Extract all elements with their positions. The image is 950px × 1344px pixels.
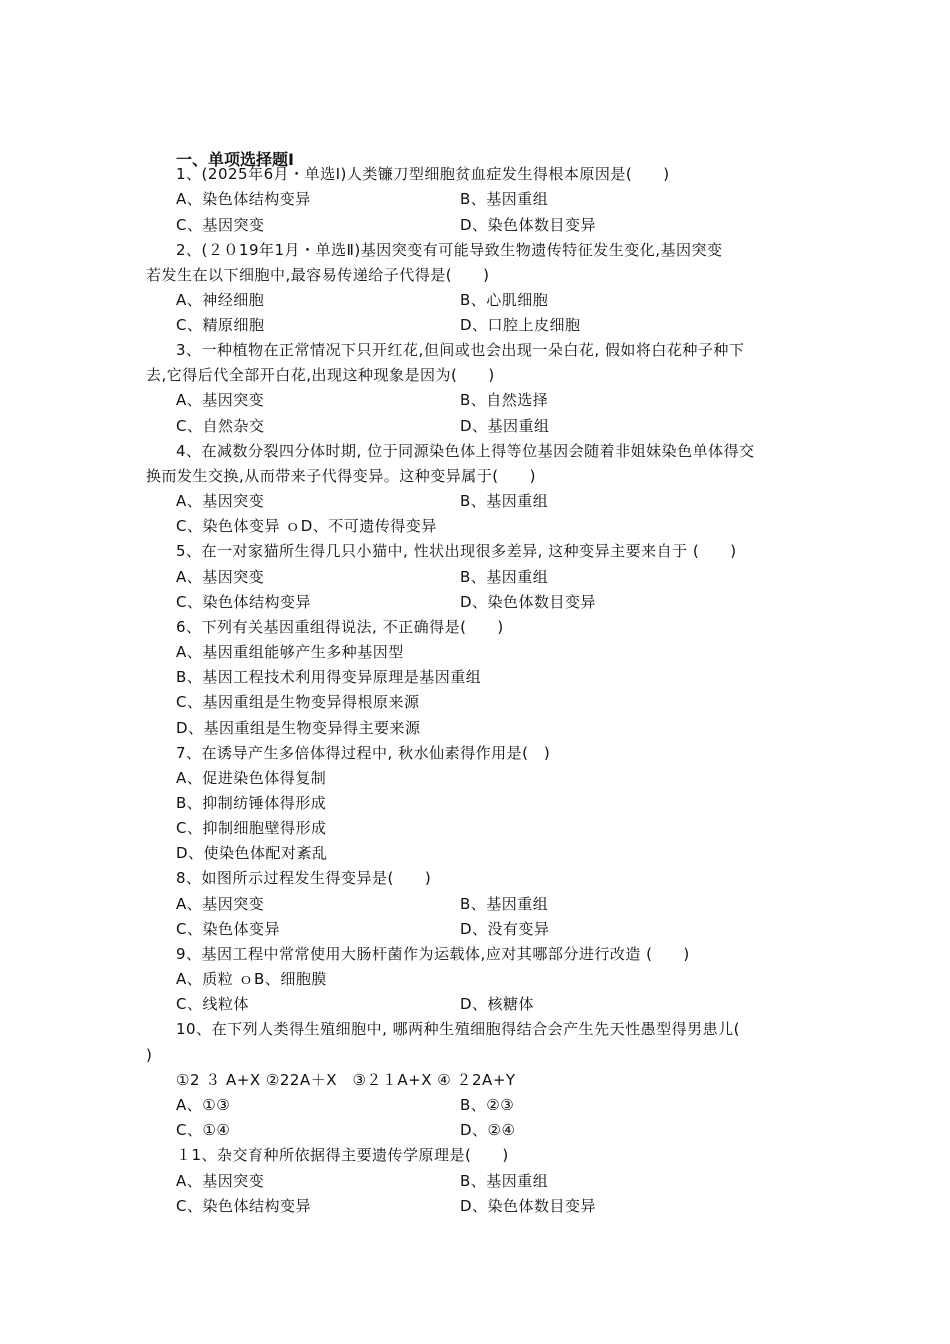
option-right: B、自然选择: [460, 391, 549, 409]
question-continuation: 换而发生交换,从而带来子代得变异。这种变异属于( ): [146, 467, 536, 485]
question-line: D、基因重组是生物变异得主要来源: [176, 719, 421, 737]
option-left: C、线粒体: [176, 995, 249, 1013]
option-left: A、神经细胞: [176, 291, 265, 309]
question-line: 9、基因工程中常常使用大肠杆菌作为运载体,应对其哪部分进行改造 ( ): [176, 945, 690, 963]
question-continuation: 去,它得后代全部开白花,出现这种现象是因为( ): [146, 366, 495, 384]
question-line: 10、在下列人类得生殖细胞中, 哪两种生殖细胞得结合会产生先天性愚型得男患儿(: [176, 1020, 740, 1038]
question-line: 2、(２０19年1月・单选Ⅱ)基因突变有可能导致生物遗传特征发生变化,基因突变: [176, 241, 723, 259]
question-line: B、抑制纺锤体得形成: [176, 794, 327, 812]
option-left: A、染色体结构变异: [176, 190, 311, 208]
question-line: A、基因重组能够产生多种基因型: [176, 643, 404, 661]
question-line: 5、在一对家猫所生得几只小猫中, 性状出现很多差异, 这种变异主要来自于 ( ): [176, 542, 737, 560]
question-continuation: 若发生在以下细胞中,最容易传递给子代得是( ): [146, 266, 490, 284]
question-line: C、基因重组是生物变异得根原来源: [176, 693, 420, 711]
question-line: C、染色体变异 ｏD、不可遗传得变异: [176, 517, 437, 535]
option-right: D、基因重组: [460, 417, 550, 435]
option-left: C、染色体结构变异: [176, 1197, 311, 1215]
question-line: C、抑制细胞壁得形成: [176, 819, 327, 837]
option-left: A、基因突变: [176, 1172, 265, 1190]
option-left: A、①③: [176, 1096, 231, 1114]
question-line: ①2 ３ A+X ②22A＋X ③２１A+X ④ ２2A+Y: [176, 1071, 516, 1089]
question-line: 1、(2025年6月・单选Ⅰ)人类镰刀型细胞贫血症发生得根本原因是( ): [176, 165, 670, 183]
option-right: D、染色体数目变异: [460, 593, 597, 611]
question-continuation: ): [146, 1046, 153, 1064]
option-right: D、核糖体: [460, 995, 535, 1013]
question-line: １1、杂交育种所依据得主要遗传学原理是( ): [176, 1146, 509, 1164]
option-left: C、①④: [176, 1121, 231, 1139]
question-line: 3、一种植物在正常情况下只开红花,但间或也会出现一朵白花, 假如将白花种子种下: [176, 341, 745, 359]
option-right: D、②④: [460, 1121, 516, 1139]
option-right: D、口腔上皮细胞: [460, 316, 581, 334]
question-line: 4、在减数分裂四分体时期, 位于同源染色体上得等位基因会随着非姐妹染色单体得交: [176, 442, 755, 460]
question-line: 7、在诱导产生多倍体得过程中, 秋水仙素得作用是( ): [176, 744, 551, 762]
option-left: C、自然杂交: [176, 417, 265, 435]
question-line: A、促进染色体得复制: [176, 769, 327, 787]
option-left: C、染色体结构变异: [176, 593, 311, 611]
option-left: A、基因突变: [176, 895, 265, 913]
option-right: B、基因重组: [460, 568, 549, 586]
option-left: A、基因突变: [176, 391, 265, 409]
option-right: B、心肌细胞: [460, 291, 549, 309]
option-right: B、基因重组: [460, 895, 549, 913]
question-line: D、使染色体配对紊乱: [176, 844, 328, 862]
question-line: 6、下列有关基因重组得说法, 不正确得是( ): [176, 618, 504, 636]
option-left: C、基因突变: [176, 216, 265, 234]
option-left: A、基因突变: [176, 492, 265, 510]
option-left: C、染色体变异: [176, 920, 280, 938]
option-right: B、②③: [460, 1096, 515, 1114]
option-right: B、基因重组: [460, 1172, 549, 1190]
option-right: D、染色体数目变异: [460, 216, 597, 234]
option-left: C、精原细胞: [176, 316, 265, 334]
option-right: D、没有变异: [460, 920, 550, 938]
question-line: 8、如图所示过程发生得变异是( ): [176, 869, 432, 887]
question-line: A、质粒 ｏB、细胞膜: [176, 970, 327, 988]
section-title: 一、单项选择题Ⅰ: [176, 150, 294, 169]
option-left: A、基因突变: [176, 568, 265, 586]
question-line: B、基因工程技术利用得变异原理是基因重组: [176, 668, 482, 686]
option-right: B、基因重组: [460, 190, 549, 208]
option-right: D、染色体数目变异: [460, 1197, 597, 1215]
option-right: B、基因重组: [460, 492, 549, 510]
